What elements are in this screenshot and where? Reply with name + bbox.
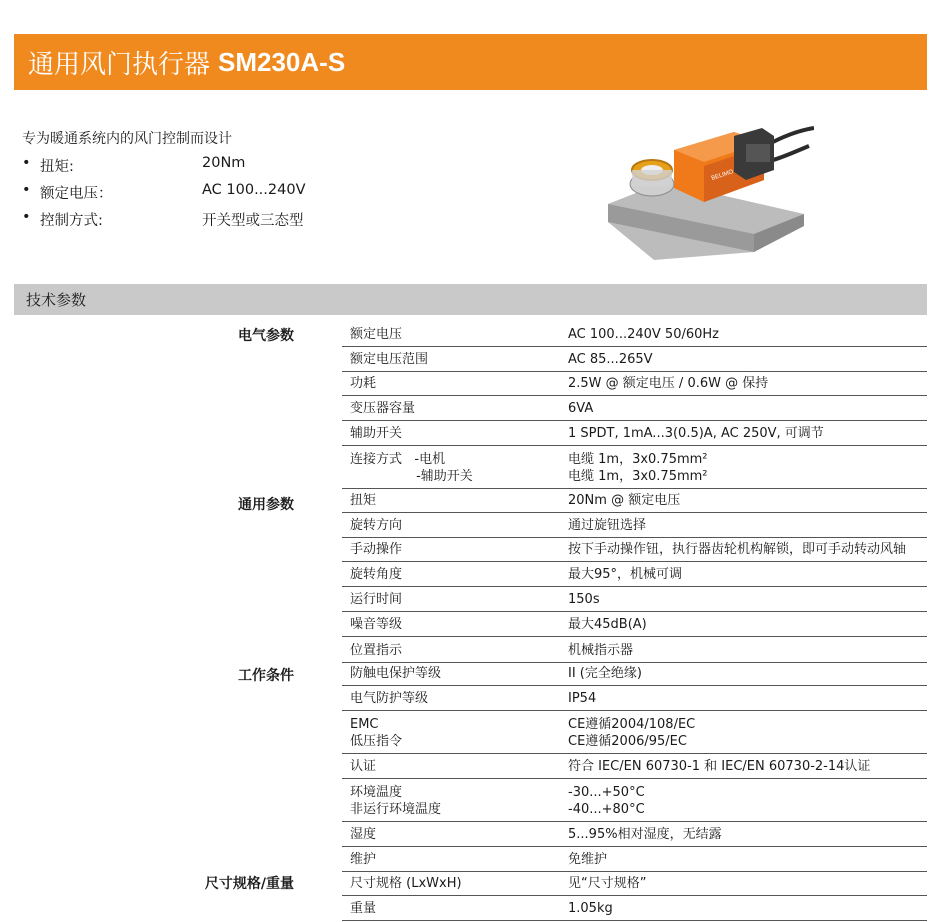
param-name: 噪音等级 — [350, 616, 403, 632]
param-name: 位置指示 — [350, 642, 403, 658]
product-description: 专为暖通系统内的风门控制而设计 — [22, 131, 232, 147]
spec-table — [342, 322, 927, 921]
table-row — [342, 872, 927, 897]
page-title: 通用风门执行器 — [28, 49, 211, 80]
table-row — [342, 538, 927, 563]
param-value: 免维护 — [568, 851, 608, 867]
param-value: 20Nm @ 额定电压 — [568, 492, 681, 508]
table-row — [342, 662, 927, 687]
table-row — [342, 822, 927, 847]
param-name: 运行时间 — [350, 591, 403, 607]
table-row — [342, 446, 927, 488]
feature-item — [22, 182, 306, 203]
table-row — [342, 637, 927, 662]
table-row — [342, 396, 927, 421]
table-row — [342, 488, 927, 513]
section-header — [14, 284, 927, 315]
param-value: 通过旋钮选择 — [568, 517, 647, 533]
page-title-bar — [14, 34, 927, 90]
table-row — [342, 322, 927, 347]
feature-value: 20Nm — [202, 155, 246, 171]
param-name: 尺寸规格 (LxWxH) — [350, 876, 462, 892]
table-row — [342, 754, 927, 779]
feature-item — [22, 155, 245, 176]
table-row — [342, 421, 927, 446]
table-row — [342, 347, 927, 372]
param-name: 变压器容量 — [350, 401, 416, 417]
table-row — [342, 372, 927, 397]
model-number: SM230A-S — [218, 46, 346, 77]
param-name: 认证 — [350, 758, 377, 774]
param-value: 最大95°，机械可调 — [568, 567, 683, 583]
param-name: 重量 — [350, 901, 377, 917]
table-row — [342, 562, 927, 587]
param-name: 湿度 — [350, 826, 377, 842]
table-row — [342, 513, 927, 538]
table-row — [342, 779, 927, 822]
param-name: 辅助开关 — [350, 425, 403, 441]
feature-value: AC 100...240V — [202, 182, 306, 198]
table-row — [342, 612, 927, 637]
group-label-working: 工作条件 — [238, 668, 294, 684]
param-name: 旋转方向 — [350, 517, 403, 533]
section-title: 技术参数 — [26, 291, 87, 309]
feature-label: 额定电压： — [40, 186, 113, 202]
param-value: 2.5W @ 额定电压 / 0.6W @ 保持 — [568, 376, 769, 392]
param-value: 150s — [568, 591, 600, 607]
feature-item — [22, 209, 304, 230]
group-label-general: 通用参数 — [238, 497, 294, 513]
param-name: 电气防护等级 — [350, 691, 429, 707]
group-label-electrical: 电气参数 — [238, 328, 294, 344]
param-name: EMC 低压指令 — [350, 717, 403, 750]
param-name: 连接方式 -电机 -辅助开关 — [350, 451, 473, 484]
param-name: 额定电压 — [350, 326, 403, 342]
param-value: AC 85...265V — [568, 351, 653, 367]
param-name: 防触电保护等级 — [350, 666, 442, 682]
table-row — [342, 711, 927, 754]
param-name: 扭矩 — [350, 492, 377, 508]
param-name: 环境温度 非运行环境温度 — [350, 784, 442, 817]
feature-label: 扭矩: — [40, 159, 74, 175]
bullet: • — [22, 182, 31, 198]
table-row — [342, 587, 927, 612]
table-row — [342, 847, 927, 872]
param-name: 额定电压范围 — [350, 351, 429, 367]
param-value: 1.05kg — [568, 901, 613, 917]
param-value: 最大45dB(A) — [568, 616, 647, 632]
brand-logo-text: BELIMO — [710, 169, 735, 182]
param-value: IP54 — [568, 691, 597, 707]
param-value: -30...+50°C -40...+80°C — [568, 784, 645, 817]
param-name: 旋转角度 — [350, 567, 403, 583]
feature-label: 控制方式: — [40, 213, 103, 229]
param-value: 电缆 1m，3x0.75mm² 电缆 1m，3x0.75mm² — [568, 451, 708, 484]
param-name: 维护 — [350, 851, 377, 867]
bullet: • — [22, 155, 31, 171]
group-label-dimensions: 尺寸规格/重量 — [204, 876, 294, 892]
param-value: II (完全绝缘) — [568, 666, 642, 682]
param-name: 功耗 — [350, 376, 377, 392]
param-value: AC 100...240V 50/60Hz — [568, 326, 719, 342]
feature-value: 开关型或三态型 — [202, 213, 304, 229]
table-row — [342, 896, 927, 921]
actuator-product-image — [604, 122, 814, 262]
param-value: 1 SPDT, 1mA...3(0.5)A, AC 250V, 可调节 — [568, 425, 824, 441]
param-value: 机械指示器 — [568, 642, 634, 658]
table-row — [342, 686, 927, 711]
param-value: 6VA — [568, 401, 594, 417]
param-name: 手动操作 — [350, 542, 403, 558]
param-value: 按下手动操作钮，执行器齿轮机构解锁，即可手动转动风轴 — [568, 542, 907, 558]
param-value: 见“尺寸规格” — [568, 876, 647, 892]
param-value: 符合 IEC/EN 60730-1 和 IEC/EN 60730-2-14认证 — [568, 758, 871, 774]
param-value: CE遵循2004/108/EC CE遵循2006/95/EC — [568, 717, 696, 750]
bullet: • — [22, 209, 31, 225]
param-value: 5...95%相对湿度，无结露 — [568, 826, 722, 842]
